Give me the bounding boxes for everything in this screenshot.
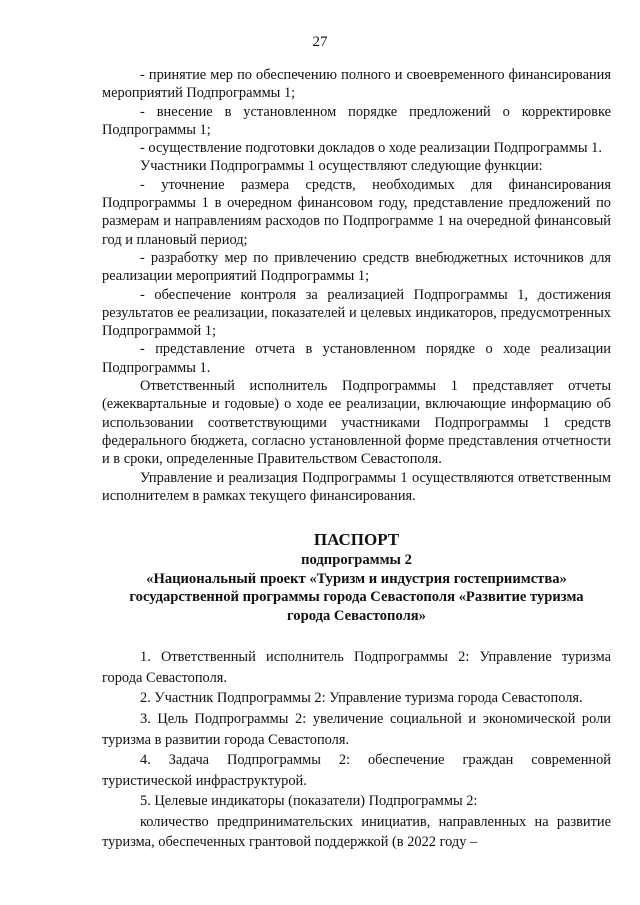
paragraph: Участники Подпрограммы 1 осуществляют следующие функции: [140,158,543,175]
paragraph: - принятие мер по обеспечению полного и своевременного финансирования мероприятий Подпрограммы 1; [102,67,611,102]
document-body [102,66,611,853]
paragraph: - уточнение размера средств, необходимых для финансирования Подпрограммы 1 в очередном финансовом году, представление предложений по размерам и направлениям расходов по Подпрограмме 1 на очередной финансовый год и плановый период; [102,176,611,248]
passport-title: ПАСПОРТ [313,530,400,550]
passport-name-line: государственной программы города Севастополя «Развитие туризма [129,589,584,606]
passport-name-line: города Севастополя» [287,607,426,624]
paragraph: Управление и реализация Подпрограммы 1 осуществляются ответственным исполнителем в рамках текущего финансирования. [102,469,611,504]
passport-item: 1. Ответственный исполнитель Подпрограммы 2: Управление туризма города Севастополя. [102,649,611,686]
paragraph: - осуществление подготовки докладов о ходе реализации Подпрограммы 1. [140,140,602,157]
paragraph: - внесение в установленном порядке предложений о корректировке Подпрограммы 1; [102,103,611,138]
passport-item: 2. Участник Подпрограммы 2: Управление туризма города Севастополя. [140,690,583,707]
passport-item: 5. Целевые индикаторы (показатели) Подпрограммы 2: [140,793,478,810]
passport-item: 4. Задача Подпрограммы 2: обеспечение граждан современной туристической инфраструктурой. [102,752,611,789]
passport-title-block [102,529,611,625]
passport-item: 3. Цель Подпрограммы 2: увеличение социальной и экономической роли туризма в развитии города Севастополя. [102,710,611,748]
paragraph: - разработку мер по привлечению средств внебюджетных источников для реализации мероприятий Подпрограммы 1; [102,249,611,285]
passport-item: количество предпринимательских инициатив, направленных на развитие туризма, обеспеченных грантовой поддержкой (в 2022 году – [102,813,611,851]
passport-subtitle: подпрограммы 2 [301,552,412,569]
passport-name-line: «Национальный проект «Туризм и индустрия гостеприимства» [146,570,567,587]
paragraph: - представление отчета в установленном порядке о ходе реализации Подпрограммы 1. [102,341,611,376]
page-number: 27 [312,34,328,50]
paragraph: - обеспечение контроля за реализацией Подпрограммы 1, достижения результатов ее реализации, показателей и целевых индикаторов, предусмотренных Подпрограммой 1; [102,286,611,340]
paragraph: Ответственный исполнитель Подпрограммы 1 представляет отчеты (ежеквартальные и годовые) о ходе ее реализации, включающие информацию об использовании соответствующими участниками Подпрограммы 1 средств федерального бюджета, согласно установленной форме представления отчетности и в сроки, определенные Правительством Севастополя. [102,378,611,468]
